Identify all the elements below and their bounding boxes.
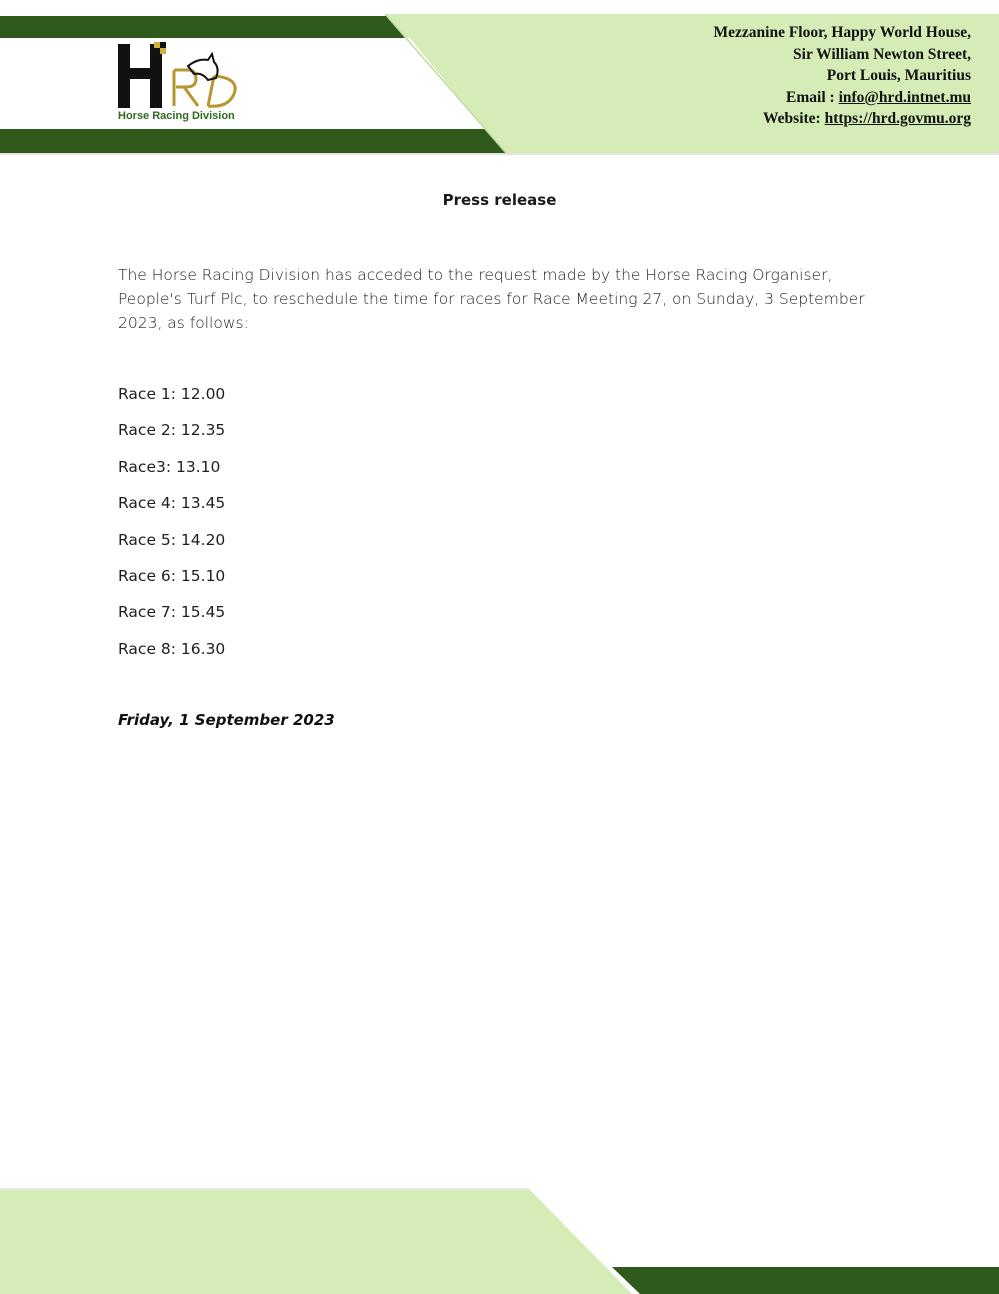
email-label: Email : — [786, 88, 839, 106]
intro-paragraph: The Horse Racing Division has acceded to the request made by the Horse Racing Organiser, People's Turf Plc, to reschedule the time for races for Race Meeting 27, on Sunday, 3 September 2023, as follows: — [118, 266, 865, 332]
address-line-3: Port Louis, Mauritius — [826, 67, 971, 84]
list-item: Race 8: 16.30 — [118, 639, 226, 658]
release-date: Friday, 1 September 2023 — [118, 711, 335, 729]
header-dark-band-bottom — [0, 129, 520, 153]
address-line-2: Sir William Newton Street, — [793, 45, 971, 63]
footer-dark-panel — [612, 1267, 999, 1294]
list-item: Race 7: 15.45 — [118, 603, 226, 622]
hrd-logo — [116, 40, 242, 128]
website-line — [714, 108, 971, 130]
header-white-wedge — [0, 38, 484, 129]
list-item: Race 4: 13.45 — [118, 494, 226, 513]
address-line-1: Mezzanine Floor, Happy World House, — [713, 24, 971, 41]
website-label: Website: — [763, 110, 825, 127]
website-link[interactable]: https://hrd.govmu.org — [824, 110, 971, 127]
page-title: Press release — [442, 191, 557, 209]
header-dark-band-top — [0, 16, 420, 38]
footer-light-panel — [0, 1190, 632, 1294]
list-item: Race 5: 14.20 — [118, 530, 226, 549]
contact-address — [714, 22, 971, 130]
race-schedule-list — [118, 383, 225, 674]
logo-caption: Horse Racing Division — [118, 110, 235, 122]
list-item: Race3: 13.10 — [118, 457, 221, 476]
hrd-logo-mark — [116, 40, 242, 110]
list-item: Race 2: 12.35 — [118, 421, 226, 440]
list-item: Race 6: 15.10 — [118, 566, 226, 585]
email-link[interactable]: info@hrd.intnet.mu — [838, 88, 971, 106]
list-item: Race 1: 12.00 — [118, 385, 226, 403]
email-line — [714, 87, 971, 109]
